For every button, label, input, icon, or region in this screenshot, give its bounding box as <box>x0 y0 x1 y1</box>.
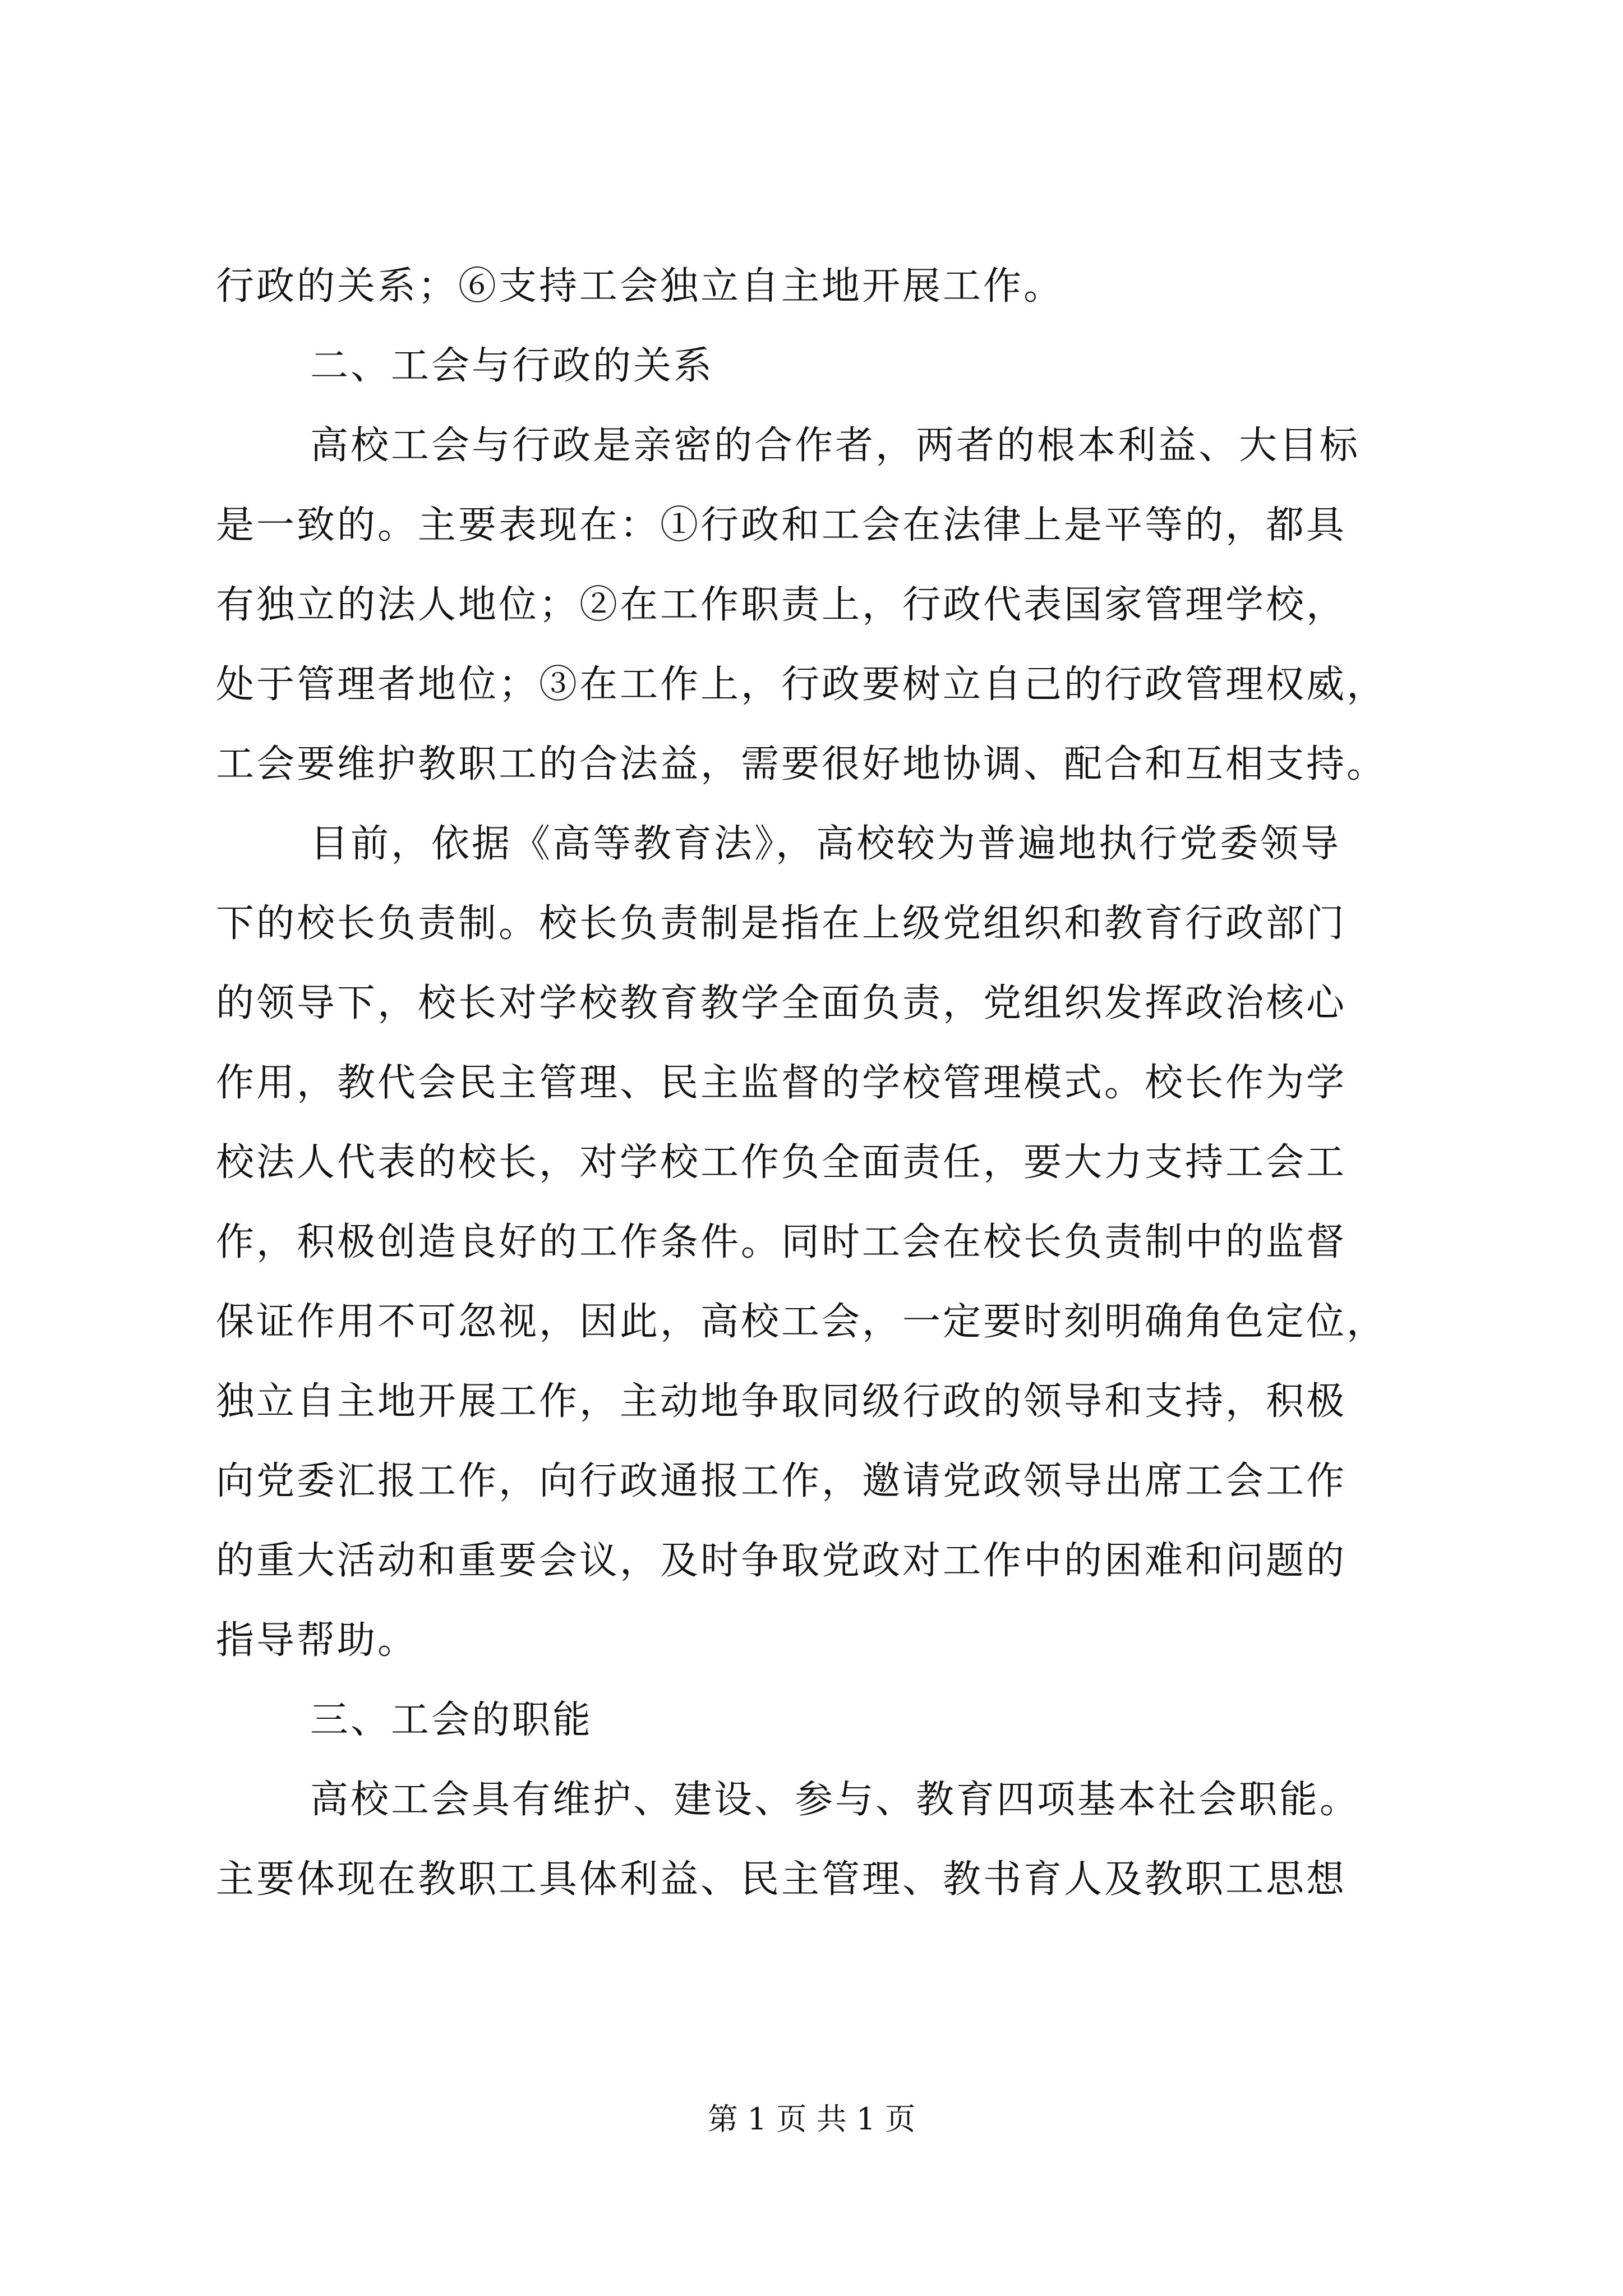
document-body <box>216 247 1422 1920</box>
text-line: 行政的关系；⑥支持工会独立自主地开展工作。 <box>216 264 1064 309</box>
text-line: 向党委汇报工作，向行政通报工作，邀请党政领导出席工会工作 <box>216 1459 1347 1503</box>
text-line: 目前，依据《高等教育法》，高校较为普遍地执行党委领导 <box>310 822 1341 866</box>
text-line: 保证作用不可忽视，因此，高校工会，一定要时刻明确角色定位， <box>216 1300 1387 1344</box>
section-heading: 二、工会与行政的关系 <box>310 344 714 388</box>
text-line: 下的校长负责制。校长负责制是指在上级党组织和教育行政部门 <box>216 901 1347 946</box>
text-line: 主要体现在教职工具体利益、民主管理、教书育人及教职工思想 <box>216 1857 1347 1902</box>
text-line: 是一致的。主要表现在：①行政和工会在法律上是平等的，都具 <box>216 503 1347 547</box>
page-footer: 第 1 页 共 1 页 <box>707 2101 916 2137</box>
text-line: 作，积极创造良好的工作条件。同时工会在校长负责制中的监督 <box>216 1220 1347 1264</box>
text-line: 校法人代表的校长，对学校工作负全面责任，要大力支持工会工 <box>216 1140 1347 1185</box>
text-line: 的领导下，校长对学校教育教学全面负责，党组织发挥政治核心 <box>216 981 1347 1025</box>
text-line: 高校工会具有维护、建设、参与、教育四项基本社会职能。 <box>310 1778 1361 1822</box>
text-line: 的重大活动和重要会议，及时争取党政对工作中的困难和问题的 <box>216 1539 1347 1583</box>
text-line: 作用，教代会民主管理、民主监督的学校管理模式。校长作为学 <box>216 1061 1347 1105</box>
section-heading: 三、工会的职能 <box>310 1698 593 1742</box>
text-line: 指导帮助。 <box>216 1618 418 1663</box>
text-line: 独立自主地开展工作，主动地争取同级行政的领导和支持，积极 <box>216 1379 1347 1424</box>
text-line: 工会要维护教职工的合法益，需要很好地协调、配合和互相支持。 <box>216 742 1387 786</box>
text-line: 有独立的法人地位；②在工作职责上，行政代表国家管理学校， <box>216 583 1347 627</box>
text-line: 高校工会与行政是亲密的合作者，两者的根本利益、大目标 <box>310 424 1361 468</box>
text-line: 处于管理者地位；③在工作上，行政要树立自己的行政管理权威， <box>216 662 1387 707</box>
